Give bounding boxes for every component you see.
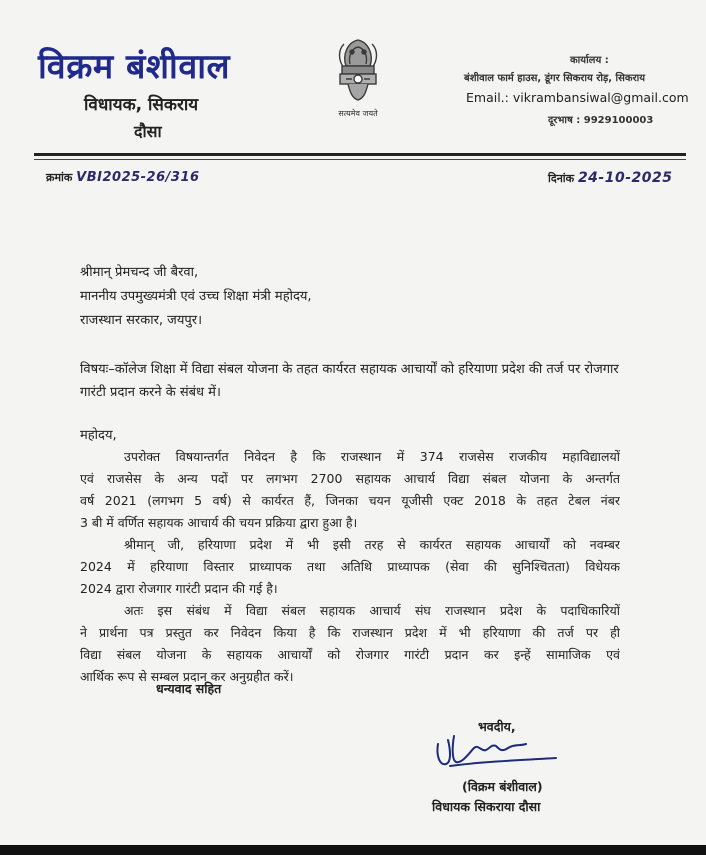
- handwritten-signature: [430, 726, 560, 776]
- email-address: Email.: vikrambansiwal@gmail.com: [466, 90, 689, 105]
- office-address: बंशीवाल फार्म हाउस, डूंगर सिकराय रोड़, सिकराय: [464, 73, 646, 84]
- closing-line: भवदीय,: [478, 719, 516, 734]
- addressee-line: श्रीमान् प्रेमचन्द जी बैरवा,: [80, 265, 199, 280]
- body-line: ने प्रार्थना पत्र प्रस्तुत कर निवेदन किया है कि राजस्थान प्रदेश में भी हरियाणा की तर्ज पर ही: [80, 625, 620, 640]
- letterhead-district: दौसा: [134, 122, 162, 141]
- phone-number: दूरभाष : 9929100003: [548, 115, 654, 126]
- emblem-motto: सत्यमेव जयते: [338, 109, 378, 118]
- addressee-line: माननीय उपमुख्यमंत्री एवं उच्च शिक्षा मंत्री महोदय,: [80, 289, 312, 304]
- reference-label: क्रमांक: [46, 171, 73, 184]
- header-divider: [34, 153, 686, 156]
- body-line: 3 बी में वर्णित सहायक आचार्य की चयन प्रक्रिया द्वारा हुआ है।: [80, 515, 358, 530]
- subject: [80, 358, 620, 404]
- body-line: एवं राजसेस के अन्य पदों पर लगभग 2700 सहायक आचार्य विद्या संबल योजना के अन्तर्गत: [80, 471, 620, 486]
- body-line: श्रीमान् जी, हरियाणा प्रदेश में भी इसी तरह से कार्यरत सहायक आचार्यों को नवम्बर: [124, 537, 620, 552]
- letter-date: [548, 170, 673, 186]
- body-line: विद्या संबल योजना के सहायक आचार्यों को रोजगार गारंटी प्रदान कर इन्हें सामाजिक एवं: [80, 647, 620, 662]
- date-value: 24-10-2025: [577, 170, 673, 186]
- body-line: अतः इस संबंध में विद्या संबल सहायक आचार्य संघ राजस्थान प्रदेश के पदाधिकारियों: [124, 603, 620, 618]
- body-line: उपरोक्त विषयान्तर्गत निवेदन है कि राजस्थान में 374 राजसेस राजकीय महाविद्यालयों: [124, 449, 620, 464]
- date-label: दिनांक: [548, 172, 575, 185]
- bottom-edge: [0, 845, 706, 855]
- letterhead-name: विक्रम बंशीवाल: [38, 47, 231, 87]
- signer-name: (विक्रम बंशीवाल): [462, 779, 543, 794]
- letterhead-designation: विधायक, सिकराय: [84, 95, 199, 115]
- body-line: आर्थिक रूप से सम्बल प्रदान कर अनुग्रहीत करें।: [80, 669, 294, 684]
- body-line: 2024 में हरियाणा विस्तार प्राध्यापक तथा अतिथि प्राध्यापक (सेवा की सुनिश्चितता) विधेयक: [80, 559, 620, 574]
- thanks-line: धन्यवाद सहित: [156, 681, 222, 696]
- office-label: कार्यालय :: [570, 55, 609, 66]
- salutation: महोदय,: [80, 428, 117, 443]
- body-line: वर्ष 2021 (लगभग 5 वर्ष) से कार्यरत हैं, जिनका चयन यूजीसी एक्ट 2018 के तहत टेबल नंबर: [80, 493, 620, 508]
- body-line: 2024 द्वारा रोजगार गारंटी प्रदान की गई है।: [80, 581, 278, 596]
- reference-value: VBI2025-26/316: [76, 170, 200, 185]
- subject-label: विषयः–: [80, 362, 115, 377]
- signer-title: विधायक सिकराया दौसा: [432, 799, 541, 814]
- subject-text: कॉलेज शिक्षा में विद्या संबल योजना के तहत कार्यरत सहायक आचार्यों को हरियाणा प्रदेश की तर्ज पर रोजगार गारंटी प्रदान करने के संबंध में।: [80, 362, 619, 400]
- header-divider-thin: [34, 159, 686, 160]
- reference-number: [46, 170, 200, 185]
- addressee-line: राजस्थान सरकार, जयपुर।: [80, 313, 203, 328]
